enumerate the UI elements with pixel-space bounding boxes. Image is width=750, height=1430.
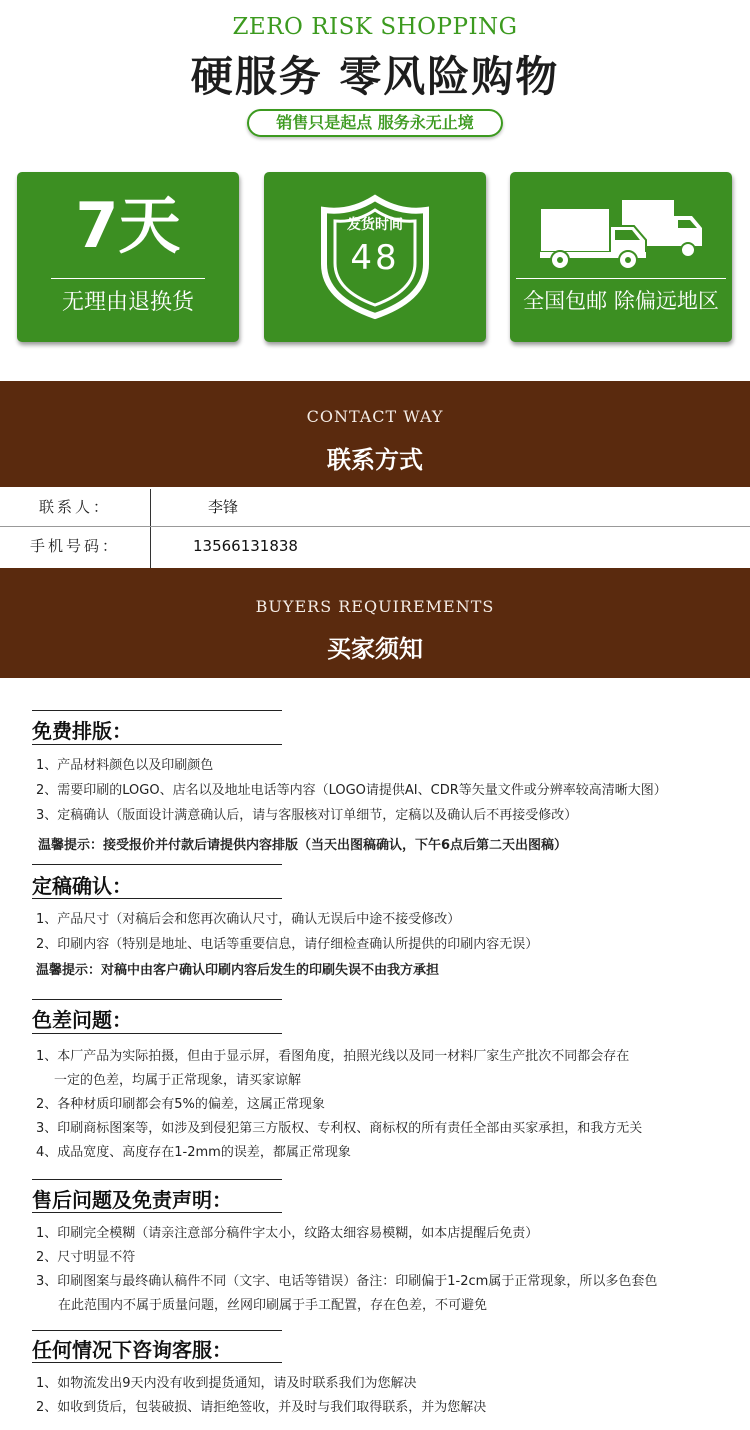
section-top-rule [32, 864, 282, 865]
section-rule [32, 1212, 282, 1213]
section-title: 色差问题： [32, 1008, 132, 1032]
list-item: 3、印刷商标图案等，如涉及到侵犯第三方版权、专利权、商标权的所有责任全部由买家承担，和我方无关 [36, 1121, 643, 1136]
section-title: 定稿确认： [32, 874, 132, 898]
list-item: 1、产品材料颜色以及印刷颜色 [36, 758, 214, 773]
section-title: 免费排版： [32, 719, 132, 743]
shield-label: 发货时间 [347, 217, 403, 233]
header-cn-title: 硬服务 零风险购物 [190, 52, 560, 101]
section-top-rule [32, 710, 282, 711]
section-rule [32, 744, 282, 745]
free-shipping-label: 全国包邮 除偏远地区 [523, 289, 719, 313]
buyers-band-title: 买家须知 [327, 635, 423, 663]
list-item: 2、各种材质印刷都会有5%的偏差，这属正常现象 [36, 1097, 325, 1112]
tip-item: 温馨提示：接受报价并付款后请提供内容排版（当天出图稿确认，下午6点后第二天出图稿） [38, 838, 568, 853]
section-top-rule [32, 1179, 282, 1180]
contact-name-value: 李锋 [208, 498, 239, 516]
return-policy-card [17, 172, 239, 342]
section-rule [32, 1362, 282, 1363]
contact-row-phone [0, 527, 750, 565]
list-item-continuation: 在此范围内不属于质量问题，丝网印刷属于手工配置，存在色差，不可避免 [58, 1298, 488, 1313]
contact-name-label: 联系人： [38, 498, 111, 516]
shipping-time-card [264, 172, 486, 342]
list-item: 3、印刷图案与最终确认稿件不同（文字、电话等错误）备注：印刷偏于1-2cm属于正常现象，所以多色套色 [36, 1274, 658, 1289]
section-top-rule [32, 999, 282, 1000]
list-item: 2、如收到货后，包装破损、请拒绝签收，并及时与我们取得联系，并为您解决 [36, 1400, 487, 1415]
list-item: 1、印刷完全模糊（请亲注意部分稿件字太小，纹路太细容易模糊，如本店提醒后免责） [36, 1226, 539, 1241]
list-item: 1、产品尺寸（对稿后会和您再次确认尺寸，确认无误后中途不接受修改） [36, 912, 461, 927]
buyers-band-en: BUYERS REQUIREMENTS [255, 597, 495, 616]
list-item: 1、如物流发出9天内没有收到提货通知，请及时联系我们为您解决 [36, 1376, 417, 1391]
contact-phone-value[interactable]: 13566131838 [193, 537, 298, 555]
card-divider [516, 278, 726, 279]
free-shipping-card [510, 172, 732, 342]
slogan-badge: 销售只是起点 服务永无止境 [247, 109, 503, 137]
list-item: 3、定稿确认（版面设计满意确认后，请与客服核对订单细节，定稿以及确认后不再接受修改） [36, 808, 578, 823]
contact-phone-label: 手机号码： [29, 537, 120, 555]
section-title: 任何情况下咨询客服： [32, 1338, 232, 1362]
list-item-continuation: 一定的色差，均属于正常现象，请买家谅解 [54, 1073, 302, 1088]
section-title: 售后问题及免责声明： [32, 1188, 232, 1212]
section-rule [32, 898, 282, 899]
list-item: 2、需要印刷的LOGO、店名以及地址电话等内容（LOGO请提供AI、CDR等矢量文件或分辨率较高清晰大图） [36, 783, 667, 798]
list-item: 2、尺寸明显不符 [36, 1250, 136, 1265]
section-top-rule [32, 1330, 282, 1331]
list-item: 4、成品宽度、高度存在1-2mm的误差，都属正常现象 [36, 1145, 351, 1160]
contact-band-en: CONTACT WAY [306, 407, 444, 426]
contact-band-title: 联系方式 [327, 446, 423, 474]
shield-number: 48 [350, 238, 400, 278]
list-item: 2、印刷内容（特别是地址、电话等重要信息，请仔细检查确认所提供的印刷内容无误） [36, 937, 539, 952]
header-en-title: ZERO RISK SHOPPING [232, 14, 518, 40]
contact-row-name [0, 488, 750, 526]
delivery-truck-icon [536, 194, 710, 272]
section-rule [32, 1033, 282, 1034]
card-divider [51, 278, 205, 279]
return-policy-label: 无理由退换货 [61, 290, 194, 315]
list-item: 1、本厂产品为实际拍摄，但由于显示屏，看图角度，拍照光线以及同一材料厂家生产批次不同都会存在 [36, 1049, 630, 1064]
seven-days-text: 7天 [75, 189, 181, 262]
tip-item: 温馨提示：对稿中由客户确认印刷内容后发生的印刷失误不由我方承担 [36, 963, 440, 978]
